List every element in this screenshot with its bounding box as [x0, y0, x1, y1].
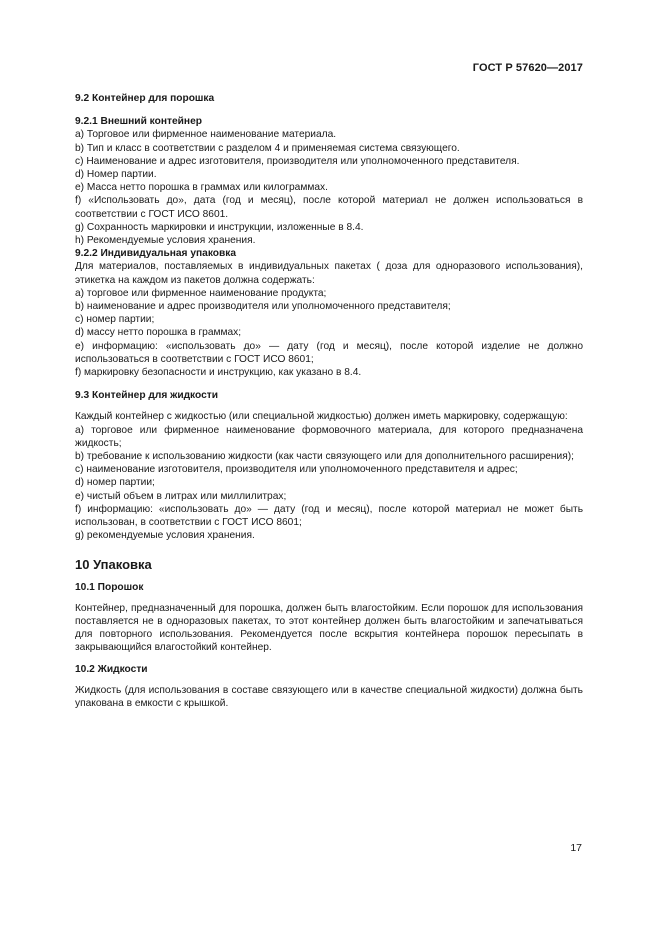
list-item: c) Наименование и адрес изготовителя, производителя или уполномоченного представителя.: [75, 155, 520, 167]
list-item: e) Масса нетто порошка в граммах или килограммах.: [75, 182, 328, 194]
paragraph: Контейнер, предназначенный для порошка, должен быть влагостойким. Если порошок для использования поставляется не в одноразовых пакетах, то этот контейнер должен быть влагостойким и запечатываться для повторного использования. Рекомендуется после вскрытия контейнера порошок пересыпать в закрывающийся влагостойкий контейнер.: [75, 602, 583, 654]
section-9-2-title: 9.2 Контейнер для порошка: [75, 93, 215, 104]
list-item: е) информацию: «использовать до» — дату (год и месяц), после которой изделие не должно использоваться в соответствии с ГОСТ ИСО 8601;: [75, 340, 583, 365]
list-item: c) номер партии;: [75, 314, 155, 326]
list-item: а) торговое или фирменное наименование формовочного материала, для которого предназначена жидкость;: [75, 424, 583, 449]
list-item: d) массу нетто порошка в граммах;: [75, 327, 242, 339]
paragraph: Для материалов, поставляемых в индивидуальных пакетах ( доза для одноразового использования), этикетка на каждом из пакетов должна содержать:: [75, 261, 583, 286]
list-item: f) маркировку безопасности и инструкцию, как указано в 8.4.: [75, 367, 362, 379]
list-item: b) требование к использованию жидкости (как части связующего или для дополнительного расширения);: [75, 451, 574, 463]
section-9-3-title: 9.3 Контейнер для жидкости: [75, 390, 219, 402]
list-item: g) Сохранность маркировки и инструкции, изложенные в 8.4.: [75, 221, 364, 233]
list-item: c) наименование изготовителя, производителя или уполномоченного представителя и адрес;: [75, 464, 518, 476]
page-number: 17: [570, 842, 582, 854]
list-item: f) «Использовать до», дата (год и месяц), после которой материал не должен использоваться в соответствии с ГОСТ ИСО 8601.: [75, 195, 583, 220]
list-item: a) Торговое или фирменное наименование материала.: [75, 129, 337, 141]
list-item: f) информацию: «использовать до» — дату (год и месяц), после которой материал не может быть использован, в соответствии с ГОСТ ИСО 8601;: [75, 503, 583, 529]
list-item: b) наименование и адрес производителя или уполномоченного представителя;: [75, 301, 451, 313]
document-body: [75, 92, 583, 710]
list-item: е) чистый объем в литрах или миллилитрах;: [75, 490, 287, 502]
list-item: d) Номер партии.: [75, 169, 157, 181]
list-item: b) Тип и класс в соответствии с разделом 4 и применяемая система связующего.: [75, 142, 460, 154]
paragraph: Жидкость (для использования в составе связующего или в качестве специальной жидкости) должна быть упакована в емкости с крышкой.: [75, 684, 583, 709]
paragraph: Каждый контейнер с жидкостью (или специальной жидкостью) должен иметь маркировку, содержащую:: [75, 411, 568, 423]
list-item: d) номер партии;: [75, 477, 155, 489]
list-item: а) торговое или фирменное наименование продукта;: [75, 287, 327, 299]
list-item: g) рекомендуемые условия хранения.: [75, 530, 255, 542]
section-10-1-title: 10.1 Порошок: [75, 581, 144, 593]
section-9-2-2-title: 9.2.2 Индивидуальная упаковка: [75, 248, 237, 260]
section-10-title: 10 Упаковка: [75, 556, 152, 572]
standard-header: ГОСТ Р 57620—2017: [472, 62, 583, 74]
section-10-2-title: 10.2 Жидкости: [75, 663, 148, 675]
list-item: h) Рекомендуемые условия хранения.: [75, 235, 256, 247]
section-9-2-1-title: 9.2.1 Внешний контейнер: [75, 116, 202, 128]
